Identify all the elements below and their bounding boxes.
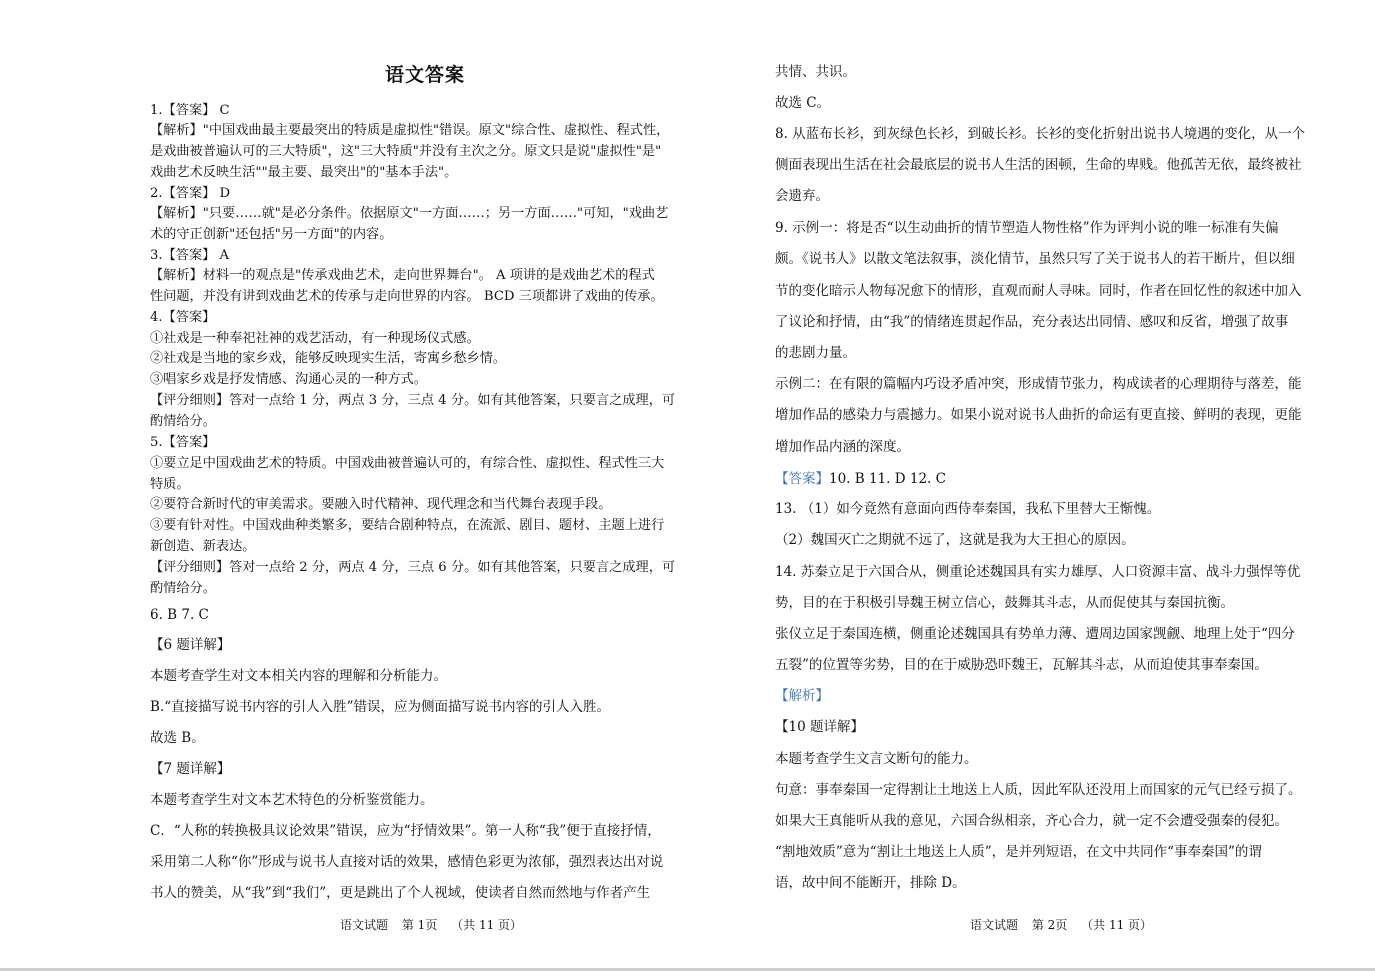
text-line: 会遗弃。 (775, 188, 829, 204)
text-line: 8. 从蓝布长衫，到灰绿色长衫，到破长衫。长衫的变化折射出说书人境遇的变化，从一个 (775, 126, 1306, 142)
footer-doc-name: 语文试题 (970, 918, 1019, 932)
text-line: 的悲剧力量。 (775, 345, 856, 361)
text-line: 增加作品内涵的深度。 (775, 439, 910, 455)
text-line: 张仪立足于秦国连横，侧重论述魏国具有势单力薄、遭周边国家觊觎、地理上处于“四分 (775, 626, 1295, 642)
text-line: 侧面表现出生活在社会最底层的说书人生活的困顿，生命的卑贱。他孤苦无依，最终被社 (775, 157, 1302, 173)
text-line: ①要立足中国戏曲艺术的特质。中国戏曲被普遍认可的，有综合性、虚拟性、程式性三大 (150, 456, 665, 471)
text-line: ①社戏是一种奉祀社神的戏艺活动，有一种现场仪式感。 (150, 331, 480, 346)
text-line: 【解析】"中国戏曲最主要最突出的特质是虚拟性"错误。原文"综合性、虚拟性、程式性， (150, 123, 670, 138)
text-line: B.“直接描写说书内容的引人入胜”错误，应为侧面描写说书内容的引人入胜。 (150, 699, 611, 715)
text-line: C．“人称的转换极具议论效果”错误，应为“抒情效果”。第一人称“我”便于直接抒情， (150, 823, 661, 839)
text-line: 势，目的在于积极引导魏王树立信心，鼓舞其斗志，从而促使其与秦国抗衡。 (775, 595, 1234, 611)
text-line: 9. 示例一：将是否“以生动曲折的情节塑造人物性格”作为评判小说的唯一标准有失偏 (775, 220, 1279, 236)
analysis-tag: 【解析】 (775, 688, 829, 704)
text-line: 6. B 7. C (150, 607, 209, 623)
answer-values: 10. B 11. D 12. C (829, 471, 946, 487)
text-line: ②要符合新时代的审美需求。要融入时代精神、现代理念和当代舞台表现手段。 (150, 497, 612, 512)
text-line: 5.【答案】 (150, 435, 216, 450)
text-line: 示例二：在有限的篇幅内巧设矛盾冲突，形成情节张力，构成读者的心理期待与落差，能 (775, 376, 1302, 392)
text-line: ③唱家乡戏是抒发情感、沟通心灵的一种方式。 (150, 372, 427, 387)
text-line: 书人的赞美，从“我”到“我们”，更是跳出了个人视域，使读者自然而然地与作者产生 (150, 885, 651, 901)
footer-page-total: （共 11 页） (451, 918, 523, 932)
page-title: 语文答案 (384, 64, 465, 86)
text-line: 是戏曲被普遍认可的三大特质"，这"三大特质"并没有主次之分。原文只是说"虚拟性"是" (150, 144, 662, 159)
text-line: 13. （1）如今竟然有意面向西侍奉秦国，我私下里替大王惭愧。 (775, 501, 1161, 517)
text-line: 1.【答案】 C (150, 103, 230, 118)
text-line: 本题考查学生对文本艺术特色的分析鉴赏能力。 (150, 792, 434, 808)
text-line: 【评分细则】答对一点给 2 分，两点 4 分，三点 6 分。如有其他答案，只要言之成理，可 (150, 560, 676, 575)
text-line: ②社戏是当地的家乡戏，能够反映现实生活，寄寓乡愁乡情。 (150, 351, 507, 366)
text-line: 本题考查学生对文本相关内容的理解和分析能力。 (150, 668, 447, 684)
page-footer-right (970, 916, 1162, 933)
text-line: 【解析】"只要……就"是必分条件。依据原文"一方面……；另一方面……"可知，"戏曲艺 (150, 206, 669, 221)
text-line: 故选 B。 (150, 730, 205, 746)
text-line: 戏曲艺术反映生活""最主要、最突出"的"基本手法"。 (150, 165, 458, 180)
text-line: “割地效质”意为“割让土地送上人质”，是并列短语，在文中共同作“事奉秦国”的谓 (775, 844, 1262, 860)
text-line: 五裂”的位置等劣势，目的在于威胁恐吓魏王，瓦解其斗志，从而迫使其事奉秦国。 (775, 657, 1268, 673)
answer-line (775, 470, 946, 488)
text-line: 术的守正创新"还包括"另一方面"的内容。 (150, 227, 393, 242)
text-line: 新创造、新表达。 (150, 539, 256, 554)
text-line: 采用第二人称“你”形成与说书人直接对话的效果，感情色彩更为浓郁，强烈表达出对说 (150, 854, 664, 870)
footer-page-total: （共 11 页） (1081, 918, 1153, 932)
text-line: 【7 题详解】 (150, 761, 231, 777)
text-line: 共情、共识。 (775, 64, 856, 80)
text-line: 2.【答案】 D (150, 186, 231, 201)
page-footer-left (340, 916, 532, 933)
text-line: 故选 C。 (775, 95, 831, 111)
text-line: 【6 题详解】 (150, 637, 231, 653)
text-line: 酌情给分。 (150, 581, 216, 596)
text-line: 【10 题详解】 (775, 719, 864, 735)
footer-page-number: 第 1页 (401, 918, 438, 932)
text-line: 颇。《说书人》以散文笔法叙事，淡化情节，虽然只写了关于说书人的若干断片，但以细 (775, 251, 1295, 267)
text-line: 语，故中间不能断开，排除 D。 (775, 875, 966, 891)
text-line: 性问题，并没有讲到戏曲艺术的传承与走向世界的内容。 BCD 三项都讲了戏曲的传承。 (150, 289, 664, 304)
text-line: 酌情给分。 (150, 414, 216, 429)
text-line: 4.【答案】 (150, 310, 216, 325)
text-line: 【评分细则】答对一点给 1 分，两点 3 分，三点 4 分。如有其他答案，只要言之成理，可 (150, 393, 676, 408)
text-line: （2）魏国灭亡之期就不远了，这就是我为大王担心的原因。 (775, 532, 1135, 548)
text-line: 特质。 (150, 477, 190, 492)
answer-tag: 【答案】 (775, 471, 829, 487)
text-line: 句意：事奉秦国一定得割让土地送上人质，因此军队还没用上而国家的元气已经亏损了。 (775, 782, 1302, 798)
text-line: ③要有针对性。中国戏曲种类繁多，要结合剧种特点，在流派、剧目、题材、主题上进行 (150, 518, 665, 533)
text-line: 节的变化暗示人物每况愈下的情形，直观而耐人寻味。同时，作者在回忆性的叙述中加入 (775, 283, 1302, 299)
footer-doc-name: 语文试题 (340, 918, 389, 932)
footer-page-number: 第 2页 (1031, 918, 1068, 932)
text-line: 本题考查学生文言文断句的能力。 (775, 751, 978, 767)
text-line: 3.【答案】 A (150, 248, 230, 263)
text-line: 如果大王真能听从我的意见，六国合纵相亲，齐心合力，就一定不会遭受强秦的侵犯。 (775, 813, 1288, 829)
text-line: 【解析】材料一的观点是"传承戏曲艺术，走向世界舞台"。 A 项讲的是戏曲艺术的程式 (150, 268, 655, 283)
text-line: 增加作品的感染力与震撼力。如果小说对说书人曲折的命运有更直接、鲜明的表现，更能 (775, 407, 1302, 423)
text-line: 了议论和抒情，由“我”的情绪连贯起作品，充分表达出同情、感叹和反省，增强了故事 (775, 314, 1289, 330)
text-line: 14. 苏秦立足于六国合从，侧重论述魏国具有实力雄厚、人口资源丰富、战斗力强悍等优 (775, 564, 1301, 580)
